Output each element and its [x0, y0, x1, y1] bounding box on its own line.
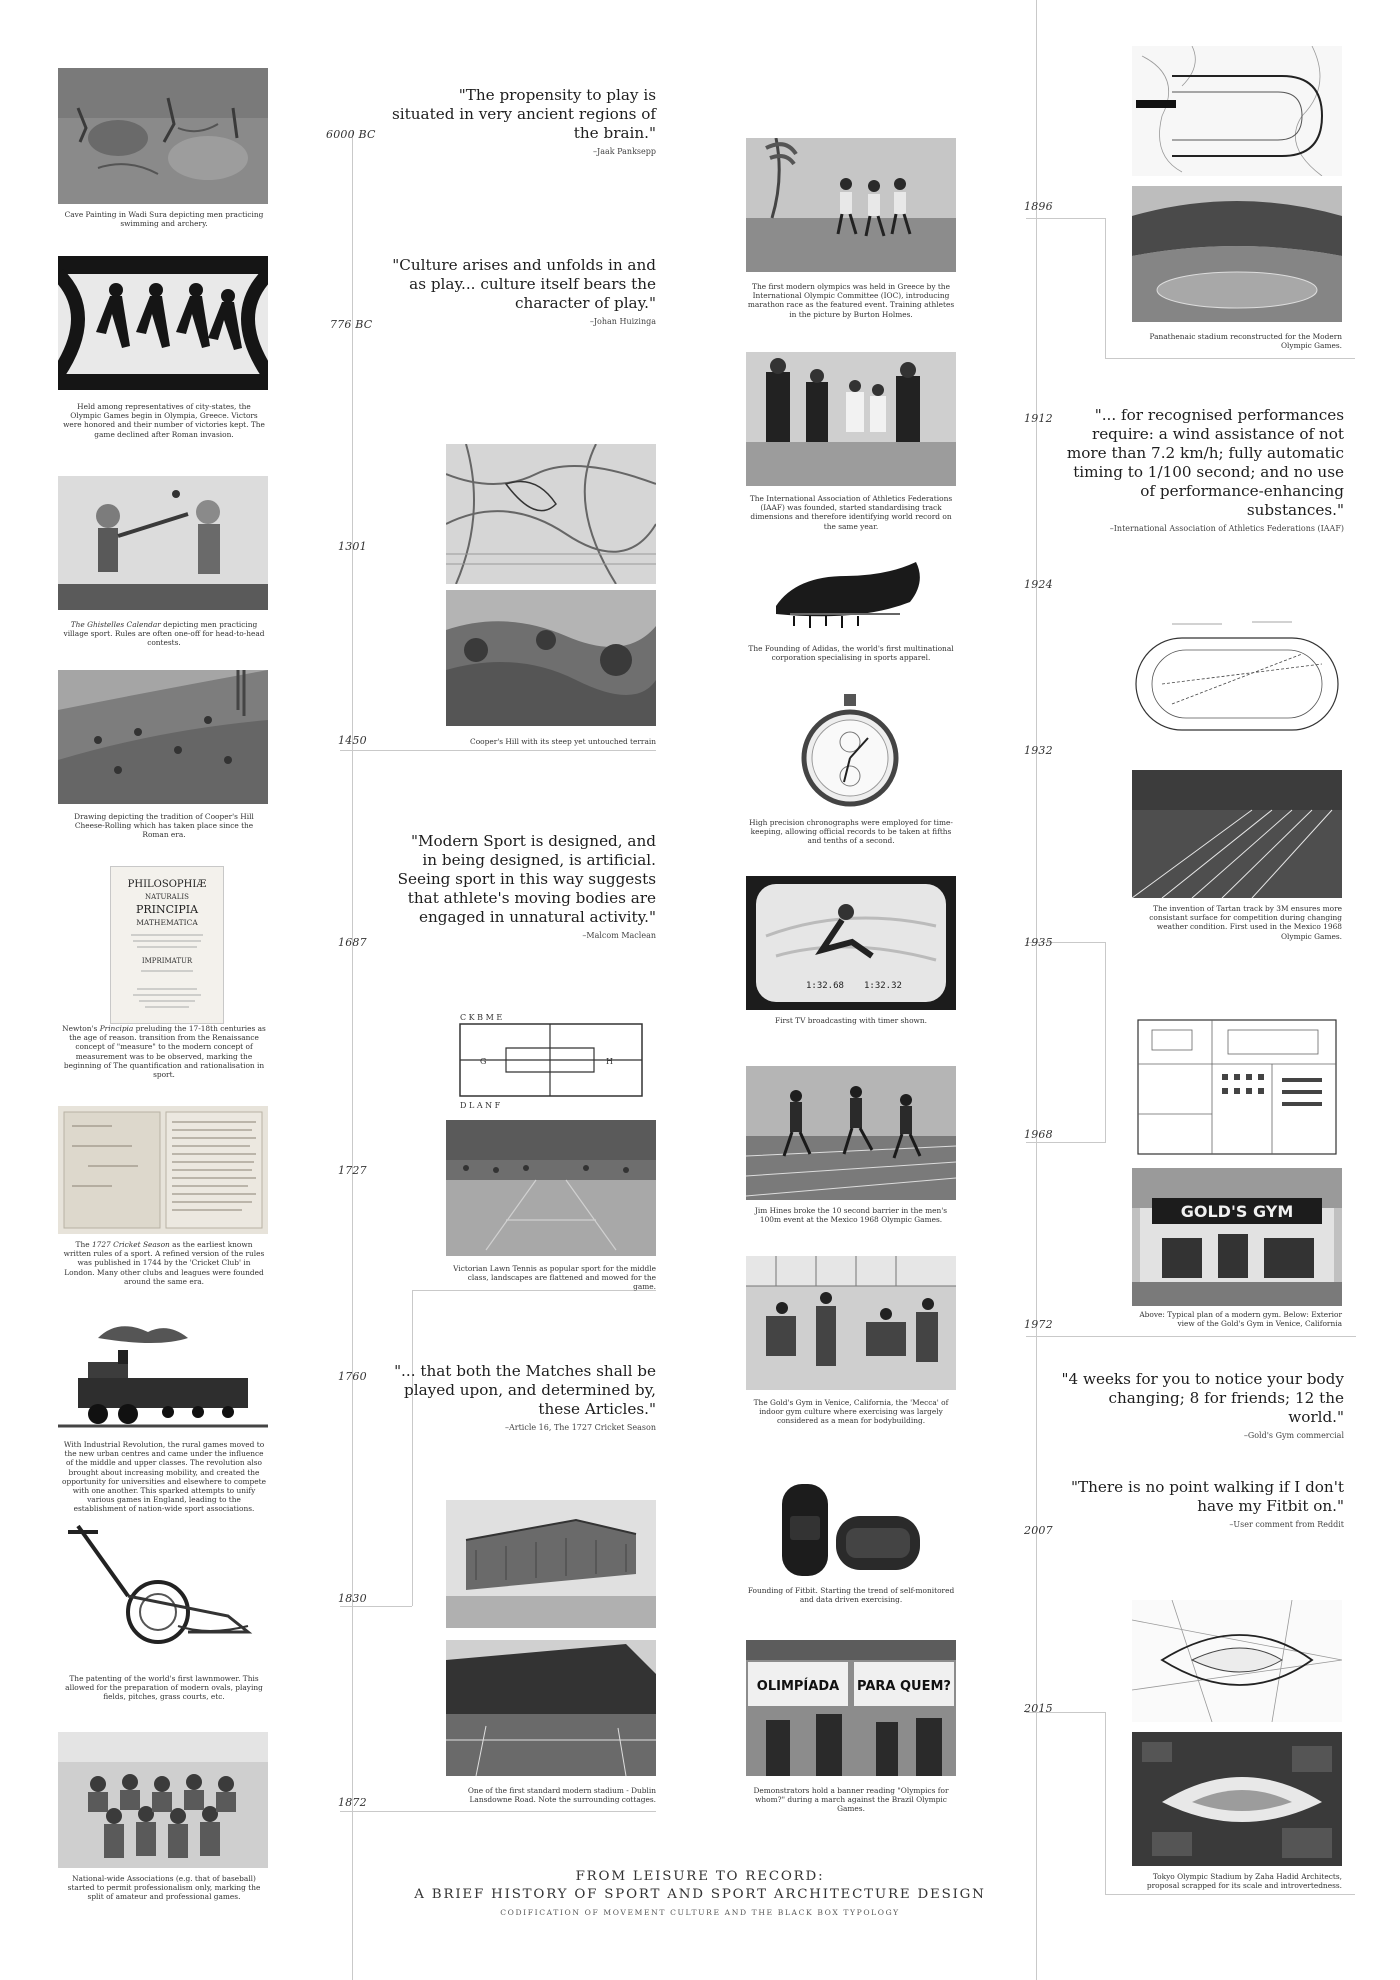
- dublin-stadium-image: [446, 1640, 656, 1776]
- connector-1830-h: [340, 1606, 412, 1607]
- quote-panksepp-text: "The propensity to play is situated in very ancient regions of the brain.": [392, 86, 656, 142]
- quote-iaaf-text: "... for recognised performances require: a wind assistance of not more than 7.2 km/h; fully automatic timing to 1/100 second; and no use of performance-enhancing substances.": [1066, 406, 1344, 519]
- quote-maclean: [392, 832, 656, 941]
- quote-huizinga-author: –Johan Huizinga: [589, 317, 656, 326]
- cricket-text-a: The: [75, 1240, 92, 1249]
- quote-fitbit: [1056, 1478, 1344, 1530]
- caption-tv-broadcast: First TV broadcasting with timer shown.: [775, 1016, 927, 1025]
- year-1968: 1968: [1024, 1128, 1053, 1141]
- lawnmower-image: [58, 1516, 268, 1650]
- year-1830: 1830: [338, 1592, 367, 1605]
- year-2007: 2007: [1024, 1524, 1053, 1537]
- panathenaic-plan-image: [1132, 46, 1342, 176]
- caption-cheese-rolling: Drawing depicting the tradition of Cooper's Hill Cheese-Rolling which has taken place since the Roman era.: [74, 812, 254, 840]
- poster-title-line2: A BRIEF HISTORY OF SPORT AND SPORT ARCHITECTURE DESIGN: [414, 1887, 986, 1902]
- caption-brazil-protest: Demonstrators hold a banner reading "Olympics for whom?" during a march against the Brazil Olympic Games.: [753, 1786, 949, 1814]
- quote-fitbit-author: –User comment from Reddit: [1229, 1520, 1344, 1529]
- connector-1830-v: [412, 1290, 413, 1606]
- principia-line2: NATURALIS: [145, 893, 189, 901]
- coopers-hill-image: [446, 590, 656, 726]
- poster-title-line1: FROM LEISURE TO RECORD:: [575, 1869, 825, 1884]
- principia-line5: IMPRIMATUR: [141, 957, 193, 965]
- quote-golds-gym-text: "4 weeks for you to notice your body changing; 8 for friends; 12 the world.": [1061, 1370, 1344, 1426]
- ghistelles-calendar-image: [58, 476, 268, 610]
- golds-gym-exterior-image: [1132, 1168, 1342, 1306]
- year-2015: 2015: [1024, 1702, 1053, 1715]
- year-1450: 1450: [338, 734, 367, 747]
- connector-1896-h: [1026, 218, 1106, 219]
- cave-painting-image: [58, 68, 268, 204]
- principia-line4: MATHEMATICA: [136, 918, 198, 927]
- fitbit-image: [776, 1476, 926, 1586]
- caption-golds-gym-venice: The Gold's Gym in Venice, California, the 'Mecca' of indoor gym culture where exercising was largely considered as a mean for bodybuilding.: [753, 1398, 949, 1426]
- lawn-tennis-image: [446, 1120, 656, 1256]
- quote-panksepp: [392, 86, 656, 157]
- caption-industrial-revolution: With Industrial Revolution, the rural games moved to the new urban centres and came under the influence of the middle and upper classes. The revolution also brought about increasing mobility, and created the opportunity for universities and elsewhere to compete with one another. This sparked attempts to unify various games in England, leading to the establishment of nation-wide sport associations.: [62, 1440, 266, 1514]
- year-1872: 1872: [338, 1796, 367, 1809]
- court-top-letters: C K B M E: [460, 1013, 503, 1022]
- caption-iaaf: The International Association of Athletics Federations (IAAF) was founded, started standardising track dimensions and therefore identifying world record on the same year.: [749, 494, 953, 531]
- cricket-title: 1727 Cricket Season: [91, 1240, 170, 1249]
- principia-line1: PHILOSOPHIÆ: [127, 879, 207, 890]
- banner-right-text: PARA QUEM?: [857, 1679, 951, 1694]
- adidas-shoe-image: [770, 556, 930, 640]
- gym-plan-image: [1132, 1014, 1342, 1160]
- caption-tartan-track: The invention of Tartan track by 3M ensures more consistant surface for competition during changing weather condition. First used in the Mexico 1968 Olympic Games.: [1149, 904, 1342, 941]
- quote-cricket-article: [392, 1362, 656, 1433]
- baseball-association-image: [58, 1732, 268, 1868]
- connector-2015-b: [1105, 1894, 1355, 1895]
- caption-chronograph: High precision chronographs were employed for time-keeping, allowing official records to be taken at fifths and tenths of a second.: [749, 818, 953, 846]
- steam-train-image: [58, 1318, 268, 1436]
- connector-1896-b: [1105, 358, 1355, 359]
- principia-line3: PRINCIPIA: [135, 903, 199, 916]
- newton-title: Principia: [99, 1024, 134, 1033]
- track-drawing-image: [1132, 614, 1342, 754]
- court-bottom-letters: D L A N F: [460, 1101, 501, 1110]
- caption-panathenaic: Panathenaic stadium reconstructed for the Modern Olympic Games.: [1149, 332, 1342, 351]
- tv-timer-left: 1:32.68: [806, 981, 844, 991]
- quote-huizinga: [392, 256, 656, 327]
- quote-cricket-article-author: –Article 16, The 1727 Cricket Season: [504, 1423, 656, 1432]
- jim-hines-race-image: [746, 1066, 956, 1200]
- year-1932: 1932: [1024, 744, 1053, 757]
- year-1727: 1727: [338, 1164, 367, 1177]
- connector-1968-h: [1026, 1142, 1106, 1143]
- olympia-vase-image: [58, 256, 268, 390]
- quote-cricket-article-text: "... that both the Matches shall be played upon, and determined by, these Articles.": [394, 1362, 656, 1418]
- year-1301: 1301: [338, 540, 367, 553]
- tokyo-stadium-plan-image: [1132, 1600, 1342, 1722]
- principia-image: [110, 866, 224, 1024]
- cheese-rolling-image: [58, 670, 268, 804]
- tokyo-stadium-render-image: [1132, 1732, 1342, 1866]
- poster-subtitle: CODIFICATION OF MOVEMENT CULTURE AND THE BLACK BOX TYPOLOGY: [500, 1908, 900, 1917]
- caption-cave-painting: Cave Painting in Wadi Sura depicting men practicing swimming and archery.: [64, 210, 264, 229]
- year-1935: 1935: [1024, 936, 1053, 949]
- poster-title: [400, 1868, 1000, 1917]
- map-image: [446, 444, 656, 584]
- connector-1450: [340, 750, 656, 751]
- caption-gym-plan: Above: Typical plan of a modern gym. Below: Exterior view of the Gold's Gym in Venice, California: [1139, 1310, 1342, 1329]
- year-1972: 1972: [1024, 1318, 1053, 1331]
- brazil-protest-image: [746, 1640, 956, 1776]
- caption-adidas: The Founding of Adidas, the world's first multinational corporation specialising in sports apparel.: [748, 644, 954, 663]
- quote-iaaf: [1056, 406, 1344, 534]
- timeline-axis-right: [1036, 0, 1037, 1980]
- panathenaic-stadium-image: [1132, 186, 1342, 322]
- caption-coopers-hill: Cooper's Hill with its steep yet untouched terrain: [470, 737, 656, 746]
- year-1687: 1687: [338, 936, 367, 949]
- year-1896: 1896: [1024, 200, 1053, 213]
- quote-maclean-author: –Malcom Maclean: [582, 931, 656, 940]
- year-776bc: 776 BC: [330, 318, 373, 331]
- grandstand-sketch-image: [446, 1500, 656, 1628]
- ghistelles-title: The Ghistelles Calendar: [70, 620, 161, 629]
- golds-gym-sign-text: GOLD'S GYM: [1180, 1202, 1294, 1221]
- quote-maclean-text: "Modern Sport is designed, and in being designed, is artificial. Seeing sport in this way suggests that athlete's moving bodies are engaged in unnatural activity.": [397, 832, 656, 926]
- caption-fitbit: Founding of Fitbit. Starting the trend of self-monitored and data driven exercising.: [747, 1586, 955, 1605]
- connector-1935-v: [1105, 942, 1106, 1142]
- year-1912: 1912: [1024, 412, 1053, 425]
- newton-text-b: preluding the 17-18th centuries as the age of reason. transition from the Renaissance concept of "measure" to the modern concept of measurement was to be observed, marking the beginning of The quantification and rationalisation in sport.: [63, 1024, 266, 1080]
- quote-iaaf-author: –International Association of Athletics Federations (IAAF): [1109, 524, 1344, 533]
- tv-broadcast-image: [746, 876, 956, 1010]
- quote-panksepp-author: –Jaak Panksepp: [592, 147, 656, 156]
- court-diagram-image: [446, 1010, 656, 1110]
- connector-2015-v: [1105, 1712, 1106, 1894]
- cricket-text-b: as the earliest known written rules of a sport. A refined version of the rules was published in 1744 by the 'Cricket Club' in London. Many other clubs and leagues were founded around the same era.: [63, 1240, 265, 1286]
- newton-text-a: Newton's: [62, 1024, 100, 1033]
- iaaf-officials-image: [746, 352, 956, 486]
- year-6000bc: 6000 BC: [326, 128, 376, 141]
- quote-golds-gym-author: –Gold's Gym commercial: [1243, 1431, 1344, 1440]
- quote-golds-gym: [1056, 1370, 1344, 1441]
- marathon-training-image: [746, 138, 956, 272]
- caption-baseball: National-wide Associations (e.g. that of baseball) started to permit professionalism only, marking the split of amateur and professional games.: [67, 1874, 261, 1902]
- year-1924: 1924: [1024, 578, 1053, 591]
- caption-newton: [62, 1024, 266, 1079]
- connector-1972: [1026, 1336, 1356, 1337]
- quote-huizinga-text: "Culture arises and unfolds in and as play... culture itself bears the character of play.": [392, 256, 656, 312]
- connector-1896-v: [1105, 218, 1106, 358]
- caption-tokyo-stadium: Tokyo Olympic Stadium by Zaha Hadid Architects, proposal scrapped for its scale and introvertedness.: [1146, 1872, 1342, 1891]
- ghistelles-text: depicting men practicing village sport. Rules are often one-off for head-to-head contests.: [63, 620, 265, 648]
- connector-1872: [340, 1811, 656, 1812]
- caption-olympia: Held among representatives of city-states, the Olympic Games begin in Olympia, Greece. Victors were honored and their number of victories kept. The game declined after Roman invasion.: [63, 402, 265, 439]
- quote-fitbit-text: "There is no point walking if I don't have my Fitbit on.": [1071, 1478, 1344, 1515]
- caption-dublin-stadium: One of the first standard modern stadium - Dublin Lansdowne Road. Note the surrounding cottages.: [467, 1786, 656, 1805]
- tv-timer-right: 1:32.32: [864, 981, 902, 991]
- timeline-axis-left: [352, 130, 353, 1980]
- caption-jim-hines: Jim Hines broke the 10 second barrier in the men's 100m event at the Mexico 1968 Olympic Games.: [754, 1206, 948, 1225]
- year-1760: 1760: [338, 1370, 367, 1383]
- caption-lawn-tennis: Victorian Lawn Tennis as popular sport for the middle class, landscapes are flattened and mowed for the game.: [453, 1264, 656, 1292]
- caption-marathon: The first modern olympics was held in Greece by the International Olympic Committee (IOC), introducing marathon race as the featured event. Training athletes in the picture by Burton Holmes.: [747, 282, 955, 319]
- caption-cricket: [62, 1240, 266, 1286]
- court-letter-h: H: [606, 1057, 613, 1066]
- chronograph-image: [790, 690, 910, 818]
- caption-ghistelles: [62, 620, 266, 648]
- banner-left-text: OLIMPÍADA: [756, 1679, 840, 1694]
- cricket-rules-image: [58, 1106, 268, 1234]
- court-letter-g: G: [480, 1057, 487, 1066]
- tartan-track-image: [1132, 770, 1342, 898]
- golds-gym-interior-image: [746, 1256, 956, 1390]
- caption-lawnmower: The patenting of the world's first lawnmower. This allowed for the preparation of modern ovals, playing fields, pitches, grass courts, etc.: [65, 1674, 263, 1702]
